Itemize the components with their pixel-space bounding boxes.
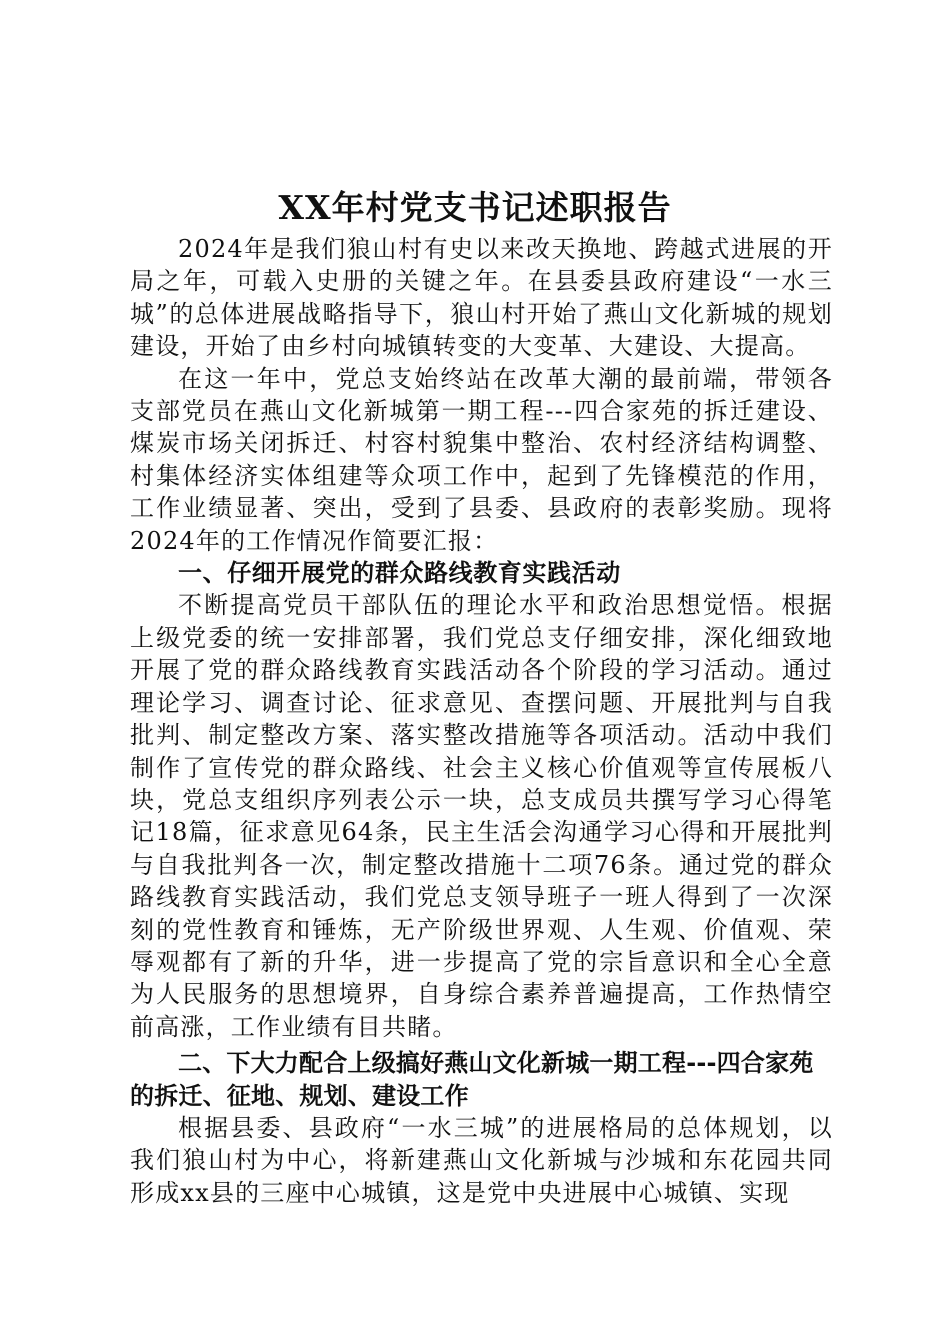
section-heading-1: 一、仔细开展党的群众路线教育实践活动 (178, 559, 621, 588)
paragraph-overview: 在这一年中，党总支始终站在改革大潮的最前端，带领各支部党员在燕山文化新城第一期工程---四合家苑的拆迁建设、煤炭市场关闭拆迁、村容村貌集中整治、农村经济结构调整、村集体经济实体组建等众项工作中，起到了先锋模范的作用，工作业绩显著、突出，受到了县委、县政府的表彰奖励。现将2024年的工作情况作简要汇报： (130, 364, 833, 555)
paragraph-section-2: 根据县委、县政府“一水三城”的进展格局的总体规划，以我们狼山村为中心，将新建燕山文化新城与沙城和东花园共同形成xx县的三座中心城镇，这是党中央进展中心城镇、实现 (130, 1113, 833, 1207)
document-title: XX年村党支书记述职报告 (278, 188, 672, 227)
paragraph-section-1: 不断提高党员干部队伍的理论水平和政治思想觉悟。根据上级党委的统一安排部署，我们党总支仔细安排，深化细致地开展了党的群众路线教育实践活动各个阶段的学习活动。通过理论学习、调查讨论、征求意见、查摆问题、开展批判与自我批判、制定整改方案、落实整改措施等各项活动。活动中我们制作了宣传党的群众路线、社会主义核心价值观等宣传展板八块，党总支组织序列表公示一块，总支成员共撰写学习心得笔记18篇，征求意见64条，民主生活会沟通学习心得和开展批判与自我批判各一次，制定整改措施十二项76条。通过党的群众路线教育实践活动，我们党总支领导班子一班人得到了一次深刻的党性教育和锤炼，无产阶级世界观、人生观、价值观、荣辱观都有了新的升华，进一步提高了党的宗旨意识和全心全意为人民服务的思想境界，自身综合素养普遍提高，工作热情空前高涨，工作业绩有目共睹。 (130, 591, 833, 1041)
paragraph-intro: 2024年是我们狼山村有史以来改天换地、跨越式进展的开局之年，可载入史册的关键之年。在县委县政府建设“一水三城”的总体进展战略指导下，狼山村开始了燕山文化新城的规划建设，开始了由乡村向城镇转变的大变革、大建设、大提高。 (130, 235, 833, 361)
document-body (130, 233, 833, 1209)
section-heading-2: 二、下大力配合上级搞好燕山文化新城一期工程---四合家苑的拆迁、征地、规划、建设工作 (130, 1049, 814, 1110)
